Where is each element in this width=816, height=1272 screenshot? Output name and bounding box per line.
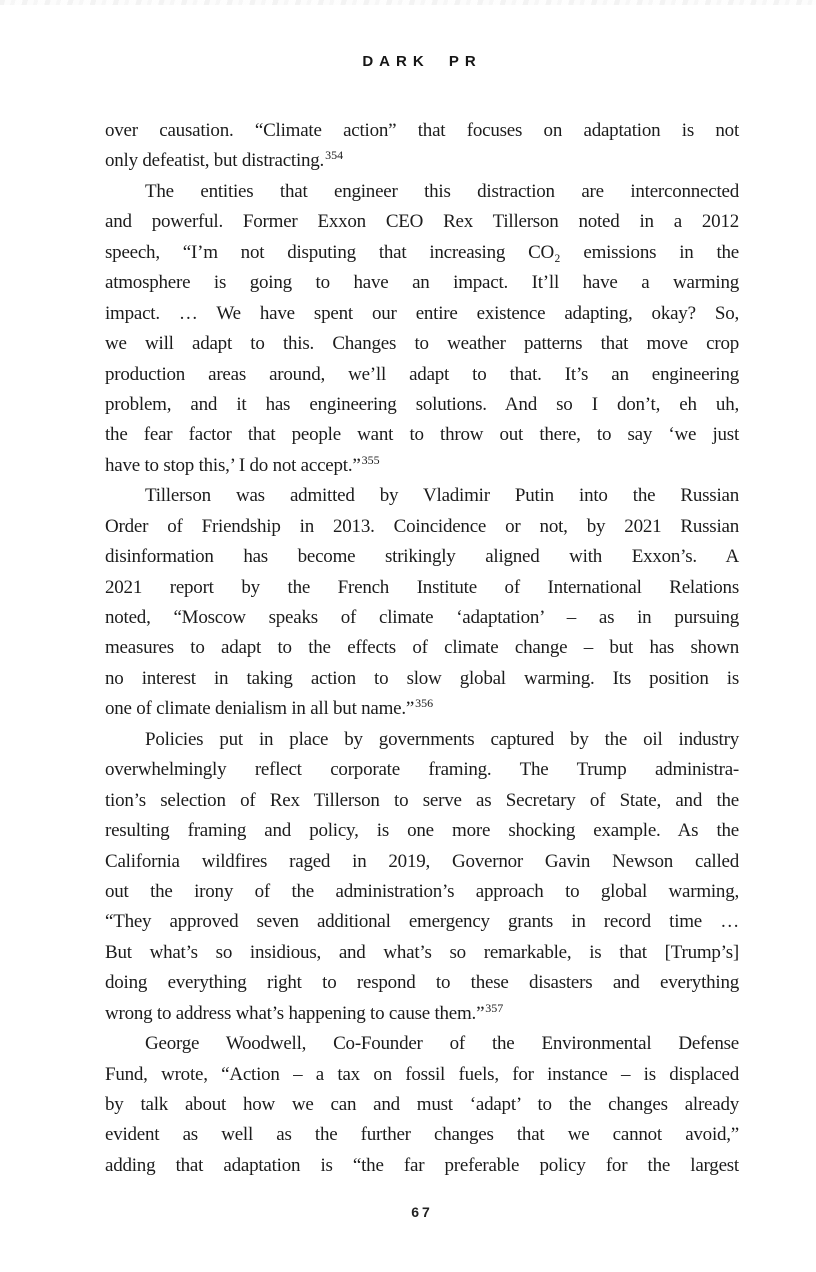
text-line: evident as well as the further changes that we cannot avoid,” [105,1124,739,1146]
footnote-ref: 355 [361,452,380,467]
text-line: impact. … We have spent our entire existence adapting, okay? So, [105,302,739,324]
footnote-ref: 357 [485,1000,504,1015]
footnote-ref: 354 [325,148,344,163]
text-line: have to stop this,’ I do not accept.”$^{355}$ [105,452,380,476]
text-line: The entities that engineer this distraction are interconnected [145,180,739,202]
text-line: speech, “I’m not disputing that increasing CO₂ emissions in the [105,241,739,263]
text-line: only defeatist, but distracting.$^{354}$ [105,148,344,172]
running-head: DARK PR [362,53,482,70]
text-line: But what’s so insidious, and what’s so remarkable, is that [Trump’s] [105,941,739,963]
body-text [105,116,739,1181]
text-line: overwhelmingly reflect corporate framing. The Trump administra- [105,759,739,781]
text-line: noted, “Moscow speaks of climate ‘adaptation’ – as in pursuing [105,607,739,628]
text-line: by talk about how we can and must ‘adapt’ to the changes already [105,1094,739,1115]
text-line: disinformation has become strikingly aligned with Exxon’s. A [105,546,739,568]
text-line: resulting framing and policy, is one more shocking example. As the [105,820,739,842]
text-line: we will adapt to this. Changes to weather patterns that move crop [105,333,739,355]
text-line: over causation. “Climate action” that focuses on adaptation is not [105,120,739,141]
text-line: “They approved seven additional emergency grants in record time … [105,911,739,933]
text-line: Fund, wrote, “Action – a tax on fossil fuels, for instance – is displaced [105,1063,739,1085]
scan-edge-artifact [0,0,816,5]
text-line: adding that adaptation is “the far preferable policy for the largest [105,1154,739,1176]
text-line: wrong to address what’s happening to cause them.”$^{357}$ [105,1000,504,1024]
text-line: doing everything right to respond to these disasters and everything [105,972,739,994]
text-line: no interest in taking action to slow global warming. Its position is [105,667,739,689]
footnote-ref: 356 [415,696,434,711]
text-line: tion’s selection of Rex Tillerson to serve as Secretary of State, and the [105,789,739,811]
text-line: atmosphere is going to have an impact. It’ll have a warming [105,272,739,294]
text-line: Order of Friendship in 2013. Coincidence or not, by 2021 Russian [105,515,739,537]
text-line: one of climate denialism in all but name.”$^{356}$ [105,696,434,720]
text-line: 2021 report by the French Institute of International Relations [105,576,739,598]
text-line: and powerful. Former Exxon CEO Rex Tillerson noted in a 2012 [105,211,739,233]
page-number: 67 [411,1204,433,1220]
text-line: the fear factor that people want to throw out there, to say ‘we just [105,424,739,446]
text-line: Policies put in place by governments captured by the oil industry [145,728,739,750]
text-line: Tillerson was admitted by Vladimir Putin into the Russian [145,485,739,507]
text-line: problem, and it has engineering solutions. And so I don’t, eh uh, [105,393,739,415]
text-line: out the irony of the administration’s approach to global warming, [105,880,739,902]
text-line: George Woodwell, Co-Founder of the Environmental Defense [145,1033,739,1055]
text-line: measures to adapt to the effects of climate change – but has shown [105,637,739,659]
text-line: California wildfires raged in 2019, Governor Gavin Newson called [105,850,739,872]
text-line: production areas around, we’ll adapt to that. It’s an engineering [105,363,739,385]
